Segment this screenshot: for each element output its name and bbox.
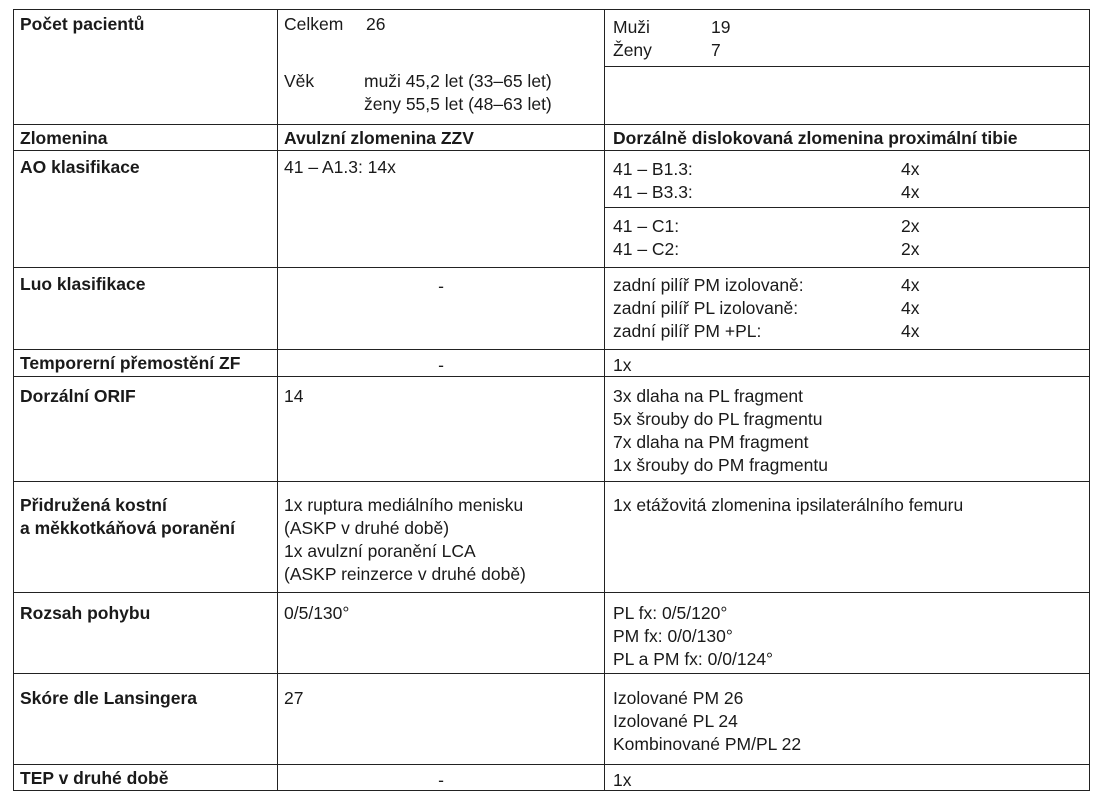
orif-line: 1x šrouby do PM fragmentu	[613, 455, 828, 475]
ao-code: 41 – C2:	[613, 239, 680, 259]
orif-line: 7x dlaha na PM fragment	[613, 432, 809, 452]
ao-count: 4x	[901, 159, 920, 179]
lansinger-label: Skóre dle Lansingera	[20, 688, 198, 708]
ao-code: 41 – C1:	[613, 216, 680, 236]
lansinger-line: Izolované PL 24	[613, 711, 738, 731]
total-value: 26	[366, 14, 386, 34]
temp-label: Temporerní přemostění ZF	[20, 353, 241, 373]
temp-col2: 1x	[613, 355, 632, 375]
age-label: Věk	[284, 71, 315, 91]
fracture-label: Zlomenina	[20, 128, 108, 148]
ao-count: 2x	[901, 239, 920, 259]
rom-col1: 0/5/130°	[284, 603, 350, 623]
men-value: 19	[711, 17, 731, 37]
luo-text: zadní pilíř PM izolovaně:	[613, 275, 804, 295]
assoc-label: Přidružená kostní	[20, 495, 167, 515]
lansinger-col1: 27	[284, 688, 304, 708]
ao-label: AO klasifikace	[20, 157, 140, 177]
tep-col2: 1x	[613, 770, 632, 790]
tep-label: TEP v druhé době	[20, 768, 169, 788]
age-men: muži 45,2 let (33–65 let)	[364, 71, 552, 91]
ao-col1: 41 – A1.3: 14x	[284, 157, 396, 177]
assoc-label: a měkkotkáňová poranění	[20, 518, 235, 538]
women-label: Ženy	[613, 40, 652, 60]
orif-line: 3x dlaha na PL fragment	[613, 386, 804, 406]
luo-text: zadní pilíř PM +PL:	[613, 321, 762, 341]
rom-line: PL fx: 0/5/120°	[613, 603, 728, 623]
fracture-col1: Avulzní zlomenina ZZV	[284, 128, 474, 148]
luo-label: Luo klasifikace	[20, 274, 146, 294]
results-table	[13, 9, 1090, 791]
fracture-col2: Dorzálně dislokovaná zlomenina proximální tibie	[613, 128, 1018, 148]
lansinger-line: Izolované PM 26	[613, 688, 744, 708]
rom-label: Rozsah pohybu	[20, 603, 151, 623]
patients-label: Počet pacientů	[20, 14, 145, 34]
assoc-col2: 1x etážovitá zlomenina ipsilaterálního femuru	[613, 495, 964, 515]
orif-line: 5x šrouby do PL fragmentu	[613, 409, 823, 429]
rom-line: PL a PM fx: 0/0/124°	[613, 649, 774, 669]
women-value: 7	[711, 40, 721, 60]
rom-line: PM fx: 0/0/130°	[613, 626, 733, 646]
tep-col1: -	[438, 770, 444, 790]
assoc-line: 1x ruptura mediálního menisku	[284, 495, 524, 515]
assoc-line: (ASKP reinzerce v druhé době)	[284, 564, 526, 584]
ao-code: 41 – B1.3:	[613, 159, 693, 179]
lansinger-line: Kombinované PM/PL 22	[613, 734, 802, 754]
luo-col1: -	[438, 276, 444, 296]
temp-col1: -	[438, 355, 444, 375]
men-label: Muži	[613, 17, 650, 37]
assoc-line: 1x avulzní poranění LCA	[284, 541, 476, 561]
ao-count: 4x	[901, 182, 920, 202]
luo-text: zadní pilíř PL izolovaně:	[613, 298, 799, 318]
ao-count: 2x	[901, 216, 920, 236]
age-women: ženy 55,5 let (48–63 let)	[364, 94, 552, 114]
orif-col1: 14	[284, 386, 304, 406]
luo-count: 4x	[901, 321, 920, 341]
orif-label: Dorzální ORIF	[20, 386, 136, 406]
luo-count: 4x	[901, 298, 920, 318]
ao-code: 41 – B3.3:	[613, 182, 693, 202]
assoc-line: (ASKP v druhé době)	[284, 518, 450, 538]
luo-count: 4x	[901, 275, 920, 295]
total-label: Celkem	[284, 14, 344, 34]
